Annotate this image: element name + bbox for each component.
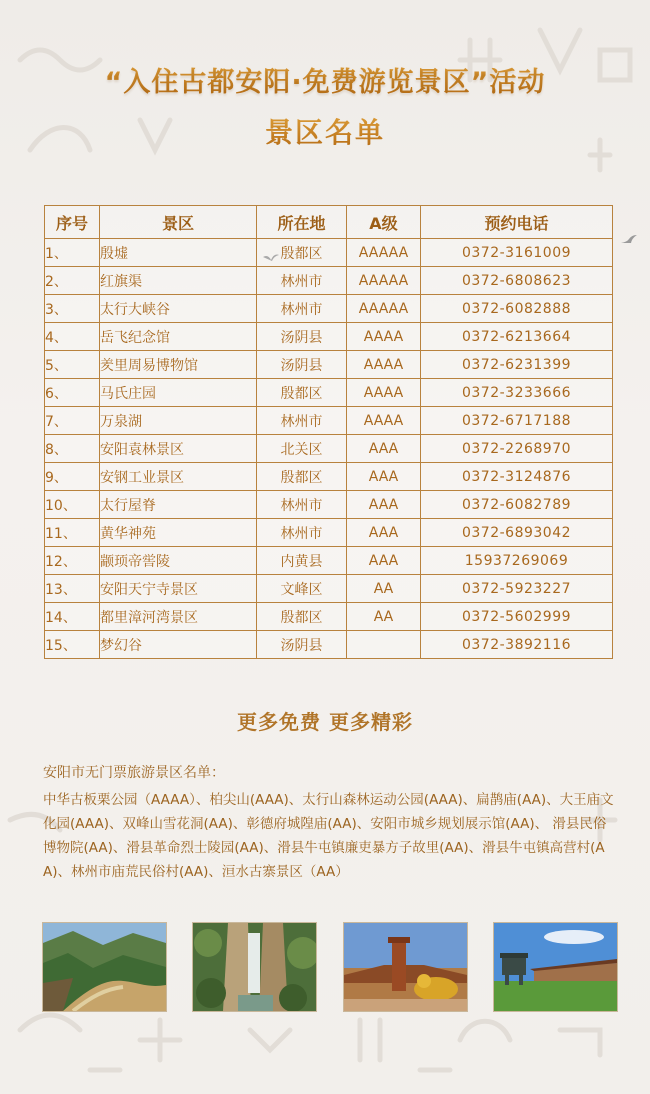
- row-level: AAA: [347, 547, 421, 575]
- scenic-spots-table: [44, 205, 613, 659]
- row-level: AAA: [347, 491, 421, 519]
- row-level: AAA: [347, 519, 421, 547]
- row-phone: 0372-6717188: [421, 407, 613, 435]
- row-level: AAA: [347, 463, 421, 491]
- row-no: 2、: [45, 267, 100, 295]
- row-name: 都里漳河湾景区: [100, 603, 257, 631]
- bird-icon: [620, 234, 638, 246]
- table-row: [45, 351, 613, 379]
- table-row: [45, 519, 613, 547]
- row-phone: 0372-6082888: [421, 295, 613, 323]
- table-row: [45, 295, 613, 323]
- table-row: [45, 323, 613, 351]
- row-name: 梦幻谷: [100, 631, 257, 659]
- row-level: AAAAA: [347, 295, 421, 323]
- row-no: 10、: [45, 491, 100, 519]
- row-location: 汤阴县: [257, 351, 347, 379]
- row-phone: 0372-3233666: [421, 379, 613, 407]
- row-location: 林州市: [257, 491, 347, 519]
- table-row: [45, 239, 613, 267]
- row-name: 太行屋脊: [100, 491, 257, 519]
- row-name: 万泉湖: [100, 407, 257, 435]
- row-level: AA: [347, 603, 421, 631]
- row-no: 4、: [45, 323, 100, 351]
- row-no: 6、: [45, 379, 100, 407]
- row-location: 林州市: [257, 407, 347, 435]
- row-name: 安阳天宁寺景区: [100, 575, 257, 603]
- row-name: 安阳袁林景区: [100, 435, 257, 463]
- row-phone: 0372-6893042: [421, 519, 613, 547]
- header-phone: 预约电话: [421, 206, 613, 239]
- row-phone: 0372-3892116: [421, 631, 613, 659]
- row-level: AAAAA: [347, 239, 421, 267]
- row-level: AAAA: [347, 351, 421, 379]
- row-location: 汤阴县: [257, 323, 347, 351]
- gorge-waterfall-photo: [192, 922, 317, 1012]
- row-phone: 0372-6213664: [421, 323, 613, 351]
- row-location: 汤阴县: [257, 631, 347, 659]
- table-row: [45, 463, 613, 491]
- table-row: [45, 631, 613, 659]
- table-row: [45, 267, 613, 295]
- table-row: [45, 407, 613, 435]
- row-location: 殷都区: [257, 379, 347, 407]
- row-name: 太行大峡谷: [100, 295, 257, 323]
- row-level: [347, 631, 421, 659]
- row-location: 文峰区: [257, 575, 347, 603]
- row-level: AAAA: [347, 379, 421, 407]
- more-free-heading: 更多免费 更多精彩: [237, 710, 413, 734]
- row-location: 北关区: [257, 435, 347, 463]
- row-phone: 0372-6082789: [421, 491, 613, 519]
- title-block: [0, 60, 650, 151]
- row-location: 林州市: [257, 519, 347, 547]
- row-name: 红旗渠: [100, 267, 257, 295]
- row-no: 11、: [45, 519, 100, 547]
- row-location: 林州市: [257, 295, 347, 323]
- row-phone: 0372-3124876: [421, 463, 613, 491]
- table-row: [45, 379, 613, 407]
- row-level: AA: [347, 575, 421, 603]
- row-phone: 0372-2268970: [421, 435, 613, 463]
- row-phone: 0372-5602999: [421, 603, 613, 631]
- monument-gold-statue-photo: [343, 922, 468, 1012]
- row-no: 14、: [45, 603, 100, 631]
- table-row: [45, 491, 613, 519]
- page-title: “入住古都安阳·免费游览景区”活动: [0, 60, 650, 99]
- table-header-row: [45, 206, 613, 239]
- row-no: 9、: [45, 463, 100, 491]
- header-level: A级: [347, 206, 421, 239]
- row-location: 林州市: [257, 267, 347, 295]
- row-no: 1、: [45, 239, 100, 267]
- row-name: 岳飞纪念馆: [100, 323, 257, 351]
- row-name: 马氏庄园: [100, 379, 257, 407]
- row-phone: 0372-5923227: [421, 575, 613, 603]
- header-name: 景区: [100, 206, 257, 239]
- row-no: 13、: [45, 575, 100, 603]
- row-no: 15、: [45, 631, 100, 659]
- free-spots-section: [43, 762, 618, 884]
- table-row: [45, 547, 613, 575]
- row-phone: 0372-6808623: [421, 267, 613, 295]
- row-level: AAAAA: [347, 267, 421, 295]
- row-name: 黄华神苑: [100, 519, 257, 547]
- row-name: 安钢工业景区: [100, 463, 257, 491]
- free-spots-text: 中华古板栗公园（AAAA）、柏尖山(AAA)、太行山森林运动公园(AAA)、扁鹊庙(AA)、大王庙文化园(AAA)、双峰山雪花洞(AA)、彰德府城隍庙(AA)、安阳市城乡规划展示馆(AA)、 滑县民俗博物院(AA)、滑县革命烈士陵园(AA)、滑县牛屯镇廉吏暴方子故里(AA)、滑县牛屯镇高营村(AA)、林州市庙荒民俗村(AA)、洹水古寨景区（AA）: [43, 792, 614, 880]
- table-row: [45, 603, 613, 631]
- row-location: 殷都区: [257, 603, 347, 631]
- table-row: [45, 575, 613, 603]
- row-name: 羑里周易博物馆: [100, 351, 257, 379]
- row-phone: 0372-6231399: [421, 351, 613, 379]
- row-location: 内黄县: [257, 547, 347, 575]
- canyon-river-photo: [42, 922, 167, 1012]
- row-no: 8、: [45, 435, 100, 463]
- ding-vessel-hall-photo: [493, 922, 618, 1012]
- row-level: AAAA: [347, 323, 421, 351]
- row-no: 7、: [45, 407, 100, 435]
- row-name: 颛顼帝喾陵: [100, 547, 257, 575]
- row-location: 殷都区: [257, 463, 347, 491]
- header-no: 序号: [45, 206, 100, 239]
- table-row: [45, 435, 613, 463]
- header-location: 所在地: [257, 206, 347, 239]
- row-phone: 0372-3161009: [421, 239, 613, 267]
- row-no: 5、: [45, 351, 100, 379]
- row-level: AAAA: [347, 407, 421, 435]
- row-no: 3、: [45, 295, 100, 323]
- row-phone: 15937269069: [421, 547, 613, 575]
- row-level: AAA: [347, 435, 421, 463]
- free-spots-heading: 安阳市无门票旅游景区名单：: [43, 765, 225, 781]
- page-subtitle: 景区名单: [0, 111, 650, 151]
- row-location: 殷都区: [257, 239, 347, 267]
- row-no: 12、: [45, 547, 100, 575]
- row-name: 殷墟: [100, 239, 257, 267]
- photo-strip: [42, 922, 616, 1012]
